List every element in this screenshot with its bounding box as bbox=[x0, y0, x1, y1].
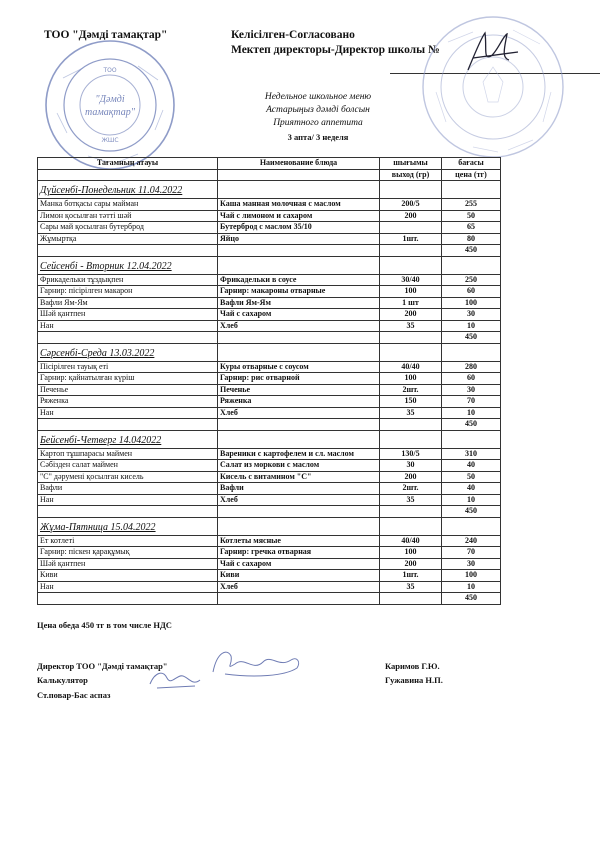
day-name: Сейсенбі - Вторник 12.04.2022 bbox=[38, 256, 218, 274]
table-row bbox=[38, 581, 501, 593]
day-total: 450 bbox=[442, 593, 501, 605]
header-ru-name: Наименование блюда bbox=[218, 158, 380, 170]
price-note: Цена обеда 450 тг в том числе НДС bbox=[37, 620, 172, 630]
table-row bbox=[38, 373, 501, 385]
day-total-row bbox=[38, 419, 501, 431]
dish-name-kz: Гарнир: піскен қарақұмық bbox=[38, 547, 218, 559]
menu-table bbox=[37, 157, 501, 605]
table-row bbox=[38, 222, 501, 234]
dish-name-kz: Нан bbox=[38, 407, 218, 419]
dish-price: 255 bbox=[442, 199, 501, 211]
dish-name-kz: Шәй қантпен bbox=[38, 309, 218, 321]
table-row bbox=[38, 320, 501, 332]
table-row bbox=[38, 407, 501, 419]
table-row bbox=[38, 547, 501, 559]
dish-yield: 200 bbox=[380, 558, 442, 570]
dish-yield: 100 bbox=[380, 373, 442, 385]
dish-price: 310 bbox=[442, 448, 501, 460]
dish-price: 70 bbox=[442, 547, 501, 559]
dish-name-ru: Яйцо bbox=[218, 233, 380, 245]
dish-name-kz: Нан bbox=[38, 494, 218, 506]
dish-name-ru: Хлеб bbox=[218, 581, 380, 593]
header-price-kz: бағасы bbox=[442, 158, 501, 170]
table-row bbox=[38, 361, 501, 373]
day-total-row bbox=[38, 593, 501, 605]
dish-yield: 40/40 bbox=[380, 361, 442, 373]
week-label: 3 апта/ 3 неделя bbox=[287, 132, 349, 142]
dish-name-kz: Сары май қосылған бутерброд bbox=[38, 222, 218, 234]
table-row bbox=[38, 460, 501, 472]
dish-name-kz: Манка ботқасы сары майман bbox=[38, 199, 218, 211]
day-total: 450 bbox=[442, 506, 501, 518]
dish-name-kz: Жұмыртқа bbox=[38, 233, 218, 245]
day-header-row bbox=[38, 181, 501, 199]
dish-price: 10 bbox=[442, 407, 501, 419]
dish-price: 10 bbox=[442, 494, 501, 506]
dish-name-kz: Фрикадельки тұздықпен bbox=[38, 274, 218, 286]
dish-yield: 130/5 bbox=[380, 448, 442, 460]
day-header-row bbox=[38, 517, 501, 535]
dish-yield: 200/5 bbox=[380, 199, 442, 211]
table-header-row bbox=[38, 158, 501, 170]
day-header-row bbox=[38, 430, 501, 448]
dish-price: 100 bbox=[442, 570, 501, 582]
company-name: ТОО "Дәмді тамақтар" bbox=[44, 29, 168, 41]
dish-name-ru: Гарнир: макароны отварные bbox=[218, 286, 380, 298]
dish-yield: 100 bbox=[380, 286, 442, 298]
dish-yield bbox=[380, 222, 442, 234]
dish-name-ru: Вафли Ям-Ям bbox=[218, 297, 380, 309]
dish-price: 100 bbox=[442, 297, 501, 309]
dish-price: 30 bbox=[442, 384, 501, 396]
dish-name-kz: Шәй қантпен bbox=[38, 558, 218, 570]
table-header-row-2 bbox=[38, 169, 501, 181]
table-row bbox=[38, 483, 501, 495]
dish-name-ru: Чай с сахаром bbox=[218, 309, 380, 321]
dish-name-ru: Кисель с витамином "С" bbox=[218, 471, 380, 483]
table-row bbox=[38, 471, 501, 483]
table-row bbox=[38, 199, 501, 211]
table-row bbox=[38, 396, 501, 408]
day-header-row bbox=[38, 256, 501, 274]
day-name: Сәрсенбі-Среда 13.03.2022 bbox=[38, 343, 218, 361]
calculator-name: Гужавина Н.П. bbox=[385, 675, 443, 685]
dish-yield: 35 bbox=[380, 494, 442, 506]
menu-title: Недельное школьное меню bbox=[264, 92, 372, 102]
day-total: 450 bbox=[442, 419, 501, 431]
table-row bbox=[38, 535, 501, 547]
dish-yield: 35 bbox=[380, 320, 442, 332]
dish-name-kz: Ет котлеті bbox=[38, 535, 218, 547]
dish-yield: 40/40 bbox=[380, 535, 442, 547]
dish-name-ru: Хлеб bbox=[218, 320, 380, 332]
dish-name-ru: Хлеб bbox=[218, 407, 380, 419]
dish-name-ru: Чай с сахаром bbox=[218, 558, 380, 570]
director-line: Мектеп директоры-Директор школы № bbox=[231, 44, 440, 56]
agreed-label: Келісілген-Согласовано bbox=[231, 29, 355, 41]
dish-yield: 200 bbox=[380, 210, 442, 222]
day-total-row bbox=[38, 332, 501, 344]
company-seal bbox=[43, 38, 178, 173]
dish-name-ru: Киви bbox=[218, 570, 380, 582]
header-price-ru: цена (тг) bbox=[442, 169, 501, 181]
director-signature-icon bbox=[463, 28, 523, 78]
dish-name-ru: Печенье bbox=[218, 384, 380, 396]
dish-name-kz: Нан bbox=[38, 581, 218, 593]
dish-name-ru: Котлеты мясные bbox=[218, 535, 380, 547]
dish-name-ru: Чай с лимоном и сахаром bbox=[218, 210, 380, 222]
dish-price: 10 bbox=[442, 581, 501, 593]
dish-price: 30 bbox=[442, 558, 501, 570]
director-name: Каримов Г.Ю. bbox=[385, 661, 440, 671]
seal-bottom-text: ЖШС bbox=[101, 137, 119, 144]
director-label: Директор ТОО "Дәмді тамақтар" bbox=[37, 661, 168, 671]
table-row bbox=[38, 494, 501, 506]
dish-name-kz: "С" дәрумені қосылған кисель bbox=[38, 471, 218, 483]
table-row bbox=[38, 274, 501, 286]
dish-price: 240 bbox=[442, 535, 501, 547]
dish-name-kz: Картоп тұшпарасы маймен bbox=[38, 448, 218, 460]
dish-yield: 150 bbox=[380, 396, 442, 408]
dish-price: 250 bbox=[442, 274, 501, 286]
day-total-row bbox=[38, 506, 501, 518]
greeting-ru: Приятного аппетита bbox=[273, 118, 363, 128]
dish-price: 60 bbox=[442, 286, 501, 298]
dish-price: 10 bbox=[442, 320, 501, 332]
table-row bbox=[38, 570, 501, 582]
dish-name-kz: Пісірілген тауық еті bbox=[38, 361, 218, 373]
dish-name-ru: Бутерброд с маслом 35/10 bbox=[218, 222, 380, 234]
dish-price: 80 bbox=[442, 233, 501, 245]
seal-center-text-2: тамақтар" bbox=[85, 107, 135, 118]
dish-name-kz: Киви bbox=[38, 570, 218, 582]
dish-price: 50 bbox=[442, 210, 501, 222]
day-name: Жұма-Пятница 15.04.2022 bbox=[38, 517, 218, 535]
dish-yield: 200 bbox=[380, 309, 442, 321]
dish-name-kz: Гарнир: пісірілген макарон bbox=[38, 286, 218, 298]
day-total-row bbox=[38, 245, 501, 257]
table-row bbox=[38, 233, 501, 245]
dish-yield: 35 bbox=[380, 407, 442, 419]
dish-price: 60 bbox=[442, 373, 501, 385]
table-row bbox=[38, 286, 501, 298]
table-row bbox=[38, 210, 501, 222]
header-kz-name: Тағамның атауы bbox=[38, 158, 218, 170]
dish-name-ru: Куры отварные с соусом bbox=[218, 361, 380, 373]
dish-price: 65 bbox=[442, 222, 501, 234]
dish-yield: 1шт. bbox=[380, 570, 442, 582]
dish-name-kz: Нан bbox=[38, 320, 218, 332]
seal-center-text-1: "Дәмді bbox=[95, 94, 125, 105]
dish-name-kz: Печенье bbox=[38, 384, 218, 396]
dish-name-kz: Ряженка bbox=[38, 396, 218, 408]
cook-label: Ст.повар-Бас аспаз bbox=[37, 690, 111, 700]
dish-name-ru: Вареники с картофелем и сл. маслом bbox=[218, 448, 380, 460]
dish-name-kz: Лимон қосылған тәтті шәй bbox=[38, 210, 218, 222]
dish-price: 50 bbox=[442, 471, 501, 483]
day-total: 450 bbox=[442, 332, 501, 344]
header-yield-kz: шығымы bbox=[380, 158, 442, 170]
dish-yield: 30/40 bbox=[380, 274, 442, 286]
greeting-kz: Астарыңыз дәмді болсын bbox=[266, 105, 370, 115]
dish-yield: 30 bbox=[380, 460, 442, 472]
dish-yield: 1шт. bbox=[380, 233, 442, 245]
dish-yield: 35 bbox=[380, 581, 442, 593]
dish-price: 40 bbox=[442, 483, 501, 495]
dish-name-kz: Вафли bbox=[38, 483, 218, 495]
table-row bbox=[38, 448, 501, 460]
menu-body bbox=[38, 181, 501, 605]
dish-yield: 2шт. bbox=[380, 483, 442, 495]
dish-yield: 200 bbox=[380, 471, 442, 483]
dish-name-kz: Гарнир: қайнатылған күріш bbox=[38, 373, 218, 385]
dish-name-ru: Гарнир: гречка отварная bbox=[218, 547, 380, 559]
dish-price: 40 bbox=[442, 460, 501, 472]
dish-name-ru: Салат из моркови с маслом bbox=[218, 460, 380, 472]
dish-name-ru: Фрикадельки в соусе bbox=[218, 274, 380, 286]
calculator-label: Калькулятор bbox=[37, 675, 88, 685]
day-total: 450 bbox=[442, 245, 501, 257]
table-row bbox=[38, 297, 501, 309]
dish-name-kz: Сәбізден салат маймен bbox=[38, 460, 218, 472]
dish-name-kz: Вафли Ям-Ям bbox=[38, 297, 218, 309]
dish-price: 30 bbox=[442, 309, 501, 321]
dish-name-ru: Гарнир: рис отварной bbox=[218, 373, 380, 385]
dish-name-ru: Вафли bbox=[218, 483, 380, 495]
table-row bbox=[38, 309, 501, 321]
dish-price: 280 bbox=[442, 361, 501, 373]
dish-yield: 100 bbox=[380, 547, 442, 559]
header-yield-ru: выход (гр) bbox=[380, 169, 442, 181]
dish-yield: 2шт. bbox=[380, 384, 442, 396]
dish-yield: 1 шт bbox=[380, 297, 442, 309]
seal-top-text: ТОО bbox=[103, 67, 117, 74]
dish-name-ru: Хлеб bbox=[218, 494, 380, 506]
table-row bbox=[38, 558, 501, 570]
dish-name-ru: Каша манная молочная с маслом bbox=[218, 199, 380, 211]
dish-price: 70 bbox=[442, 396, 501, 408]
calculator-signature-icon bbox=[145, 664, 205, 694]
table-row bbox=[38, 384, 501, 396]
director-footer-signature-icon bbox=[205, 642, 305, 684]
day-name: Дүйсенбі-Понедельник 11.04.2022 bbox=[38, 181, 218, 199]
day-header-row bbox=[38, 343, 501, 361]
day-name: Бейсенбі-Четверг 14.042022 bbox=[38, 430, 218, 448]
dish-name-ru: Ряженка bbox=[218, 396, 380, 408]
